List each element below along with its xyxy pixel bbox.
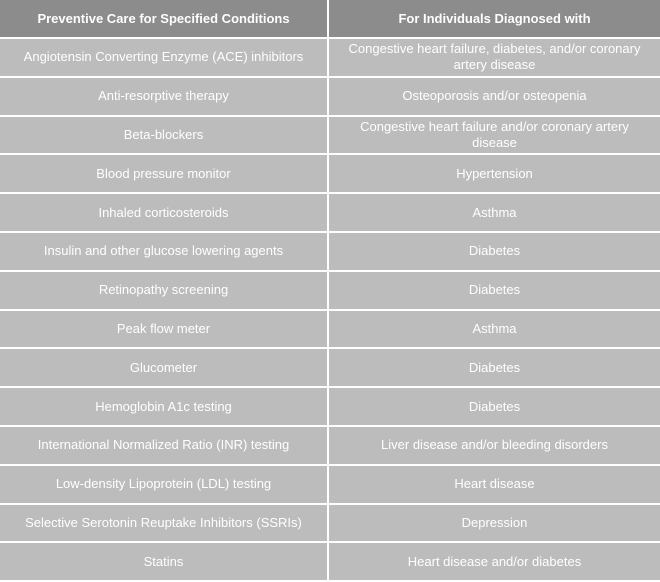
cell-care: Statins xyxy=(0,543,329,582)
cell-condition: Depression xyxy=(329,505,660,544)
cell-condition: Osteoporosis and/or osteopenia xyxy=(329,78,660,117)
column-header-preventive-care: Preventive Care for Specified Conditions xyxy=(0,0,329,39)
cell-care: Low-density Lipoprotein (LDL) testing xyxy=(0,466,329,505)
cell-condition: Diabetes xyxy=(329,233,660,272)
cell-care: Inhaled corticosteroids xyxy=(0,194,329,233)
cell-condition: Asthma xyxy=(329,194,660,233)
cell-care: Glucometer xyxy=(0,349,329,388)
cell-care: Anti-resorptive therapy xyxy=(0,78,329,117)
cell-condition: Diabetes xyxy=(329,349,660,388)
cell-condition: Liver disease and/or bleeding disorders xyxy=(329,427,660,466)
cell-care: Beta-blockers xyxy=(0,117,329,156)
cell-care: Blood pressure monitor xyxy=(0,155,329,194)
cell-condition: Heart disease and/or diabetes xyxy=(329,543,660,582)
column-header-diagnosed-with: For Individuals Diagnosed with xyxy=(329,0,660,39)
cell-condition: Asthma xyxy=(329,311,660,350)
cell-care: Angiotensin Converting Enzyme (ACE) inhibitors xyxy=(0,39,329,78)
cell-care: International Normalized Ratio (INR) testing xyxy=(0,427,329,466)
cell-condition: Heart disease xyxy=(329,466,660,505)
cell-condition: Diabetes xyxy=(329,388,660,427)
cell-care: Selective Serotonin Reuptake Inhibitors (SSRIs) xyxy=(0,505,329,544)
cell-care: Retinopathy screening xyxy=(0,272,329,311)
cell-care: Peak flow meter xyxy=(0,311,329,350)
cell-care: Insulin and other glucose lowering agents xyxy=(0,233,329,272)
cell-care: Hemoglobin A1c testing xyxy=(0,388,329,427)
cell-condition: Diabetes xyxy=(329,272,660,311)
cell-condition: Hypertension xyxy=(329,155,660,194)
cell-condition: Congestive heart failure and/or coronary artery disease xyxy=(329,117,660,156)
cell-condition: Congestive heart failure, diabetes, and/or coronary artery disease xyxy=(329,39,660,78)
